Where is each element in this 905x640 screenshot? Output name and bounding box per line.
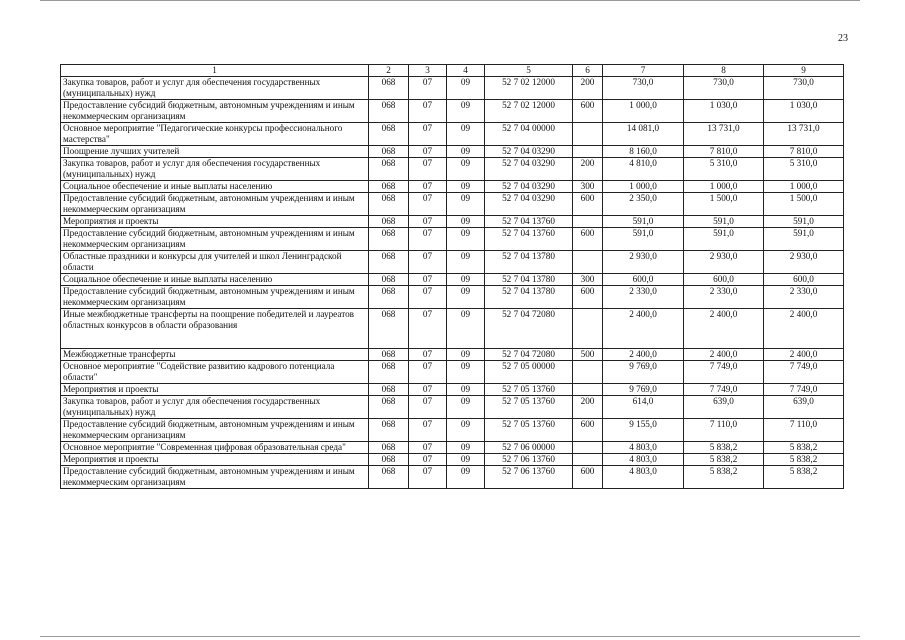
column-header: 1 <box>61 65 369 77</box>
row-name-cell: Мероприятия и проекты <box>61 384 369 396</box>
grbs-code-cell: 068 <box>369 309 409 349</box>
budget-table <box>60 64 844 489</box>
subsection-code-cell: 09 <box>447 77 485 100</box>
grbs-code-cell: 068 <box>369 454 409 466</box>
grbs-code-cell: 068 <box>369 466 409 489</box>
subsection-code-cell: 09 <box>447 361 485 384</box>
target-article-cell: 52 7 06 13760 <box>485 454 573 466</box>
page-number: 23 <box>838 33 848 44</box>
expense-type-cell <box>573 251 603 274</box>
amount-col9-cell: 1 000,0 <box>764 181 844 193</box>
row-name-cell: Закупка товаров, работ и услуг для обеспечения государственных (муниципальных) нужд <box>61 158 369 181</box>
grbs-code-cell: 068 <box>369 123 409 146</box>
section-code-cell: 07 <box>409 181 447 193</box>
table-row <box>61 384 844 396</box>
target-article-cell: 52 7 04 13780 <box>485 286 573 309</box>
amount-col7-cell: 8 160,0 <box>603 146 684 158</box>
expense-type-cell <box>573 309 603 349</box>
amount-col8-cell: 2 330,0 <box>684 286 764 309</box>
table-row <box>61 442 844 454</box>
table-row <box>61 251 844 274</box>
amount-col7-cell: 2 330,0 <box>603 286 684 309</box>
section-code-cell: 07 <box>409 228 447 251</box>
bottom-edge-line <box>40 636 860 637</box>
row-name-cell: Предоставление субсидий бюджетным, автономным учреждениям и иным некоммерческим организациям <box>61 286 369 309</box>
subsection-code-cell: 09 <box>447 100 485 123</box>
amount-col9-cell: 7 749,0 <box>764 361 844 384</box>
target-article-cell: 52 7 05 13760 <box>485 419 573 442</box>
target-article-cell: 52 7 05 00000 <box>485 361 573 384</box>
expense-type-cell <box>573 216 603 228</box>
table-row <box>61 146 844 158</box>
grbs-code-cell: 068 <box>369 384 409 396</box>
amount-col8-cell: 5 310,0 <box>684 158 764 181</box>
row-name-cell: Иные межбюджетные трансферты на поощрение победителей и лауреатов областных конкурсов в области образования <box>61 309 369 349</box>
amount-col9-cell: 5 838,2 <box>764 466 844 489</box>
table-row <box>61 349 844 361</box>
grbs-code-cell: 068 <box>369 193 409 216</box>
amount-col9-cell: 591,0 <box>764 228 844 251</box>
subsection-code-cell: 09 <box>447 216 485 228</box>
subsection-code-cell: 09 <box>447 274 485 286</box>
target-article-cell: 52 7 06 00000 <box>485 442 573 454</box>
expense-type-cell <box>573 123 603 146</box>
section-code-cell: 07 <box>409 361 447 384</box>
table-row <box>61 100 844 123</box>
target-article-cell: 52 7 04 72080 <box>485 349 573 361</box>
column-header: 4 <box>447 65 485 77</box>
row-name-cell: Предоставление субсидий бюджетным, автономным учреждениям и иным некоммерческим организациям <box>61 228 369 251</box>
header-row <box>61 65 844 77</box>
amount-col9-cell: 2 330,0 <box>764 286 844 309</box>
amount-col7-cell: 4 803,0 <box>603 454 684 466</box>
amount-col7-cell: 9 155,0 <box>603 419 684 442</box>
amount-col7-cell: 1 000,0 <box>603 100 684 123</box>
expense-type-cell: 300 <box>573 274 603 286</box>
target-article-cell: 52 7 04 03290 <box>485 181 573 193</box>
amount-col8-cell: 2 400,0 <box>684 349 764 361</box>
grbs-code-cell: 068 <box>369 100 409 123</box>
amount-col9-cell: 591,0 <box>764 216 844 228</box>
amount-col9-cell: 1 030,0 <box>764 100 844 123</box>
amount-col9-cell: 5 838,2 <box>764 454 844 466</box>
target-article-cell: 52 7 04 03290 <box>485 158 573 181</box>
expense-type-cell <box>573 384 603 396</box>
amount-col8-cell: 1 030,0 <box>684 100 764 123</box>
subsection-code-cell: 09 <box>447 158 485 181</box>
amount-col7-cell: 730,0 <box>603 77 684 100</box>
amount-col9-cell: 5 310,0 <box>764 158 844 181</box>
expense-type-cell <box>573 454 603 466</box>
section-code-cell: 07 <box>409 286 447 309</box>
grbs-code-cell: 068 <box>369 349 409 361</box>
expense-type-cell <box>573 442 603 454</box>
target-article-cell: 52 7 05 13760 <box>485 396 573 419</box>
section-code-cell: 07 <box>409 419 447 442</box>
subsection-code-cell: 09 <box>447 466 485 489</box>
amount-col9-cell: 7 749,0 <box>764 384 844 396</box>
amount-col7-cell: 4 803,0 <box>603 466 684 489</box>
subsection-code-cell: 09 <box>447 419 485 442</box>
row-name-cell: Социальное обеспечение и иные выплаты населению <box>61 274 369 286</box>
expense-type-cell: 200 <box>573 396 603 419</box>
grbs-code-cell: 068 <box>369 216 409 228</box>
expense-type-cell: 300 <box>573 181 603 193</box>
amount-col7-cell: 591,0 <box>603 228 684 251</box>
subsection-code-cell: 09 <box>447 396 485 419</box>
amount-col8-cell: 13 731,0 <box>684 123 764 146</box>
target-article-cell: 52 7 02 12000 <box>485 77 573 100</box>
expense-type-cell: 200 <box>573 77 603 100</box>
amount-col7-cell: 9 769,0 <box>603 384 684 396</box>
table-row <box>61 309 844 349</box>
row-name-cell: Основное мероприятие "Педагогические конкурсы профессионального мастерства" <box>61 123 369 146</box>
expense-type-cell: 600 <box>573 228 603 251</box>
subsection-code-cell: 09 <box>447 123 485 146</box>
subsection-code-cell: 09 <box>447 228 485 251</box>
subsection-code-cell: 09 <box>447 286 485 309</box>
target-article-cell: 52 7 04 00000 <box>485 123 573 146</box>
subsection-code-cell: 09 <box>447 442 485 454</box>
row-name-cell: Закупка товаров, работ и услуг для обеспечения государственных (муниципальных) нужд <box>61 77 369 100</box>
grbs-code-cell: 068 <box>369 77 409 100</box>
column-header: 6 <box>573 65 603 77</box>
section-code-cell: 07 <box>409 146 447 158</box>
amount-col8-cell: 1 500,0 <box>684 193 764 216</box>
amount-col7-cell: 614,0 <box>603 396 684 419</box>
table-row <box>61 123 844 146</box>
row-name-cell: Поощрение лучших учителей <box>61 146 369 158</box>
amount-col8-cell: 591,0 <box>684 216 764 228</box>
amount-col8-cell: 5 838,2 <box>684 454 764 466</box>
row-name-cell: Социальное обеспечение и иные выплаты населению <box>61 181 369 193</box>
amount-col8-cell: 2 400,0 <box>684 309 764 349</box>
grbs-code-cell: 068 <box>369 274 409 286</box>
amount-col7-cell: 9 769,0 <box>603 361 684 384</box>
expense-type-cell: 600 <box>573 419 603 442</box>
expense-type-cell: 600 <box>573 466 603 489</box>
expense-type-cell: 600 <box>573 193 603 216</box>
table-row <box>61 228 844 251</box>
grbs-code-cell: 068 <box>369 442 409 454</box>
grbs-code-cell: 068 <box>369 158 409 181</box>
amount-col9-cell: 2 400,0 <box>764 309 844 349</box>
amount-col7-cell: 2 350,0 <box>603 193 684 216</box>
target-article-cell: 52 7 04 03290 <box>485 146 573 158</box>
row-name-cell: Межбюджетные трансферты <box>61 349 369 361</box>
expense-type-cell: 200 <box>573 158 603 181</box>
grbs-code-cell: 068 <box>369 419 409 442</box>
amount-col8-cell: 600,0 <box>684 274 764 286</box>
amount-col8-cell: 5 838,2 <box>684 442 764 454</box>
subsection-code-cell: 09 <box>447 454 485 466</box>
section-code-cell: 07 <box>409 396 447 419</box>
table-row <box>61 274 844 286</box>
grbs-code-cell: 068 <box>369 228 409 251</box>
amount-col7-cell: 591,0 <box>603 216 684 228</box>
row-name-cell: Предоставление субсидий бюджетным, автономным учреждениям и иным некоммерческим организациям <box>61 466 369 489</box>
column-header: 2 <box>369 65 409 77</box>
grbs-code-cell: 068 <box>369 286 409 309</box>
amount-col9-cell: 1 500,0 <box>764 193 844 216</box>
expense-type-cell: 600 <box>573 286 603 309</box>
section-code-cell: 07 <box>409 251 447 274</box>
amount-col7-cell: 14 081,0 <box>603 123 684 146</box>
amount-col8-cell: 5 838,2 <box>684 466 764 489</box>
amount-col9-cell: 600,0 <box>764 274 844 286</box>
column-header: 9 <box>764 65 844 77</box>
amount-col9-cell: 730,0 <box>764 77 844 100</box>
section-code-cell: 07 <box>409 123 447 146</box>
section-code-cell: 07 <box>409 158 447 181</box>
row-name-cell: Областные праздники и конкурсы для учителей и школ Ленинградской области <box>61 251 369 274</box>
section-code-cell: 07 <box>409 384 447 396</box>
row-name-cell: Мероприятия и проекты <box>61 216 369 228</box>
column-header: 3 <box>409 65 447 77</box>
table-row <box>61 361 844 384</box>
table-row <box>61 181 844 193</box>
subsection-code-cell: 09 <box>447 349 485 361</box>
table-row <box>61 396 844 419</box>
subsection-code-cell: 09 <box>447 146 485 158</box>
amount-col8-cell: 591,0 <box>684 228 764 251</box>
section-code-cell: 07 <box>409 274 447 286</box>
target-article-cell: 52 7 04 72080 <box>485 309 573 349</box>
grbs-code-cell: 068 <box>369 361 409 384</box>
top-edge-line <box>40 0 860 1</box>
target-article-cell: 52 7 04 03290 <box>485 193 573 216</box>
row-name-cell: Основное мероприятие "Современная цифровая образовательная среда" <box>61 442 369 454</box>
amount-col9-cell: 5 838,2 <box>764 442 844 454</box>
amount-col7-cell: 1 000,0 <box>603 181 684 193</box>
table-row <box>61 454 844 466</box>
amount-col8-cell: 7 749,0 <box>684 361 764 384</box>
table-row <box>61 193 844 216</box>
section-code-cell: 07 <box>409 442 447 454</box>
target-article-cell: 52 7 04 13760 <box>485 228 573 251</box>
amount-col8-cell: 1 000,0 <box>684 181 764 193</box>
section-code-cell: 07 <box>409 193 447 216</box>
grbs-code-cell: 068 <box>369 146 409 158</box>
section-code-cell: 07 <box>409 454 447 466</box>
row-name-cell: Предоставление субсидий бюджетным, автономным учреждениям и иным некоммерческим организациям <box>61 193 369 216</box>
subsection-code-cell: 09 <box>447 309 485 349</box>
target-article-cell: 52 7 02 12000 <box>485 100 573 123</box>
amount-col7-cell: 600,0 <box>603 274 684 286</box>
section-code-cell: 07 <box>409 309 447 349</box>
target-article-cell: 52 7 06 13760 <box>485 466 573 489</box>
amount-col9-cell: 2 930,0 <box>764 251 844 274</box>
section-code-cell: 07 <box>409 77 447 100</box>
amount-col9-cell: 13 731,0 <box>764 123 844 146</box>
amount-col9-cell: 2 400,0 <box>764 349 844 361</box>
amount-col8-cell: 7 110,0 <box>684 419 764 442</box>
grbs-code-cell: 068 <box>369 251 409 274</box>
subsection-code-cell: 09 <box>447 193 485 216</box>
amount-col9-cell: 639,0 <box>764 396 844 419</box>
amount-col7-cell: 4 810,0 <box>603 158 684 181</box>
expense-type-cell <box>573 146 603 158</box>
expense-type-cell: 600 <box>573 100 603 123</box>
subsection-code-cell: 09 <box>447 181 485 193</box>
section-code-cell: 07 <box>409 100 447 123</box>
section-code-cell: 07 <box>409 349 447 361</box>
table-row <box>61 216 844 228</box>
column-header: 5 <box>485 65 573 77</box>
row-name-cell: Предоставление субсидий бюджетным, автономным учреждениям и иным некоммерческим организациям <box>61 100 369 123</box>
row-name-cell: Мероприятия и проекты <box>61 454 369 466</box>
amount-col8-cell: 730,0 <box>684 77 764 100</box>
row-name-cell: Закупка товаров, работ и услуг для обеспечения государственных (муниципальных) нужд <box>61 396 369 419</box>
row-name-cell: Основное мероприятие "Содействие развитию кадрового потенциала области" <box>61 361 369 384</box>
expense-type-cell: 500 <box>573 349 603 361</box>
target-article-cell: 52 7 04 13780 <box>485 251 573 274</box>
amount-col9-cell: 7 810,0 <box>764 146 844 158</box>
subsection-code-cell: 09 <box>447 384 485 396</box>
grbs-code-cell: 068 <box>369 181 409 193</box>
amount-col8-cell: 639,0 <box>684 396 764 419</box>
amount-col8-cell: 7 810,0 <box>684 146 764 158</box>
grbs-code-cell: 068 <box>369 396 409 419</box>
amount-col7-cell: 2 400,0 <box>603 309 684 349</box>
amount-col7-cell: 4 803,0 <box>603 442 684 454</box>
table-row <box>61 286 844 309</box>
amount-col7-cell: 2 930,0 <box>603 251 684 274</box>
column-header: 7 <box>603 65 684 77</box>
amount-col8-cell: 2 930,0 <box>684 251 764 274</box>
table-row <box>61 77 844 100</box>
table-row <box>61 466 844 489</box>
amount-col9-cell: 7 110,0 <box>764 419 844 442</box>
table-row <box>61 158 844 181</box>
target-article-cell: 52 7 04 13760 <box>485 216 573 228</box>
row-name-cell: Предоставление субсидий бюджетным, автономным учреждениям и иным некоммерческим организациям <box>61 419 369 442</box>
amount-col8-cell: 7 749,0 <box>684 384 764 396</box>
section-code-cell: 07 <box>409 216 447 228</box>
table-row <box>61 419 844 442</box>
column-header: 8 <box>684 65 764 77</box>
target-article-cell: 52 7 05 13760 <box>485 384 573 396</box>
target-article-cell: 52 7 04 13780 <box>485 274 573 286</box>
section-code-cell: 07 <box>409 466 447 489</box>
table-body <box>61 77 844 489</box>
amount-col7-cell: 2 400,0 <box>603 349 684 361</box>
expense-type-cell <box>573 361 603 384</box>
subsection-code-cell: 09 <box>447 251 485 274</box>
